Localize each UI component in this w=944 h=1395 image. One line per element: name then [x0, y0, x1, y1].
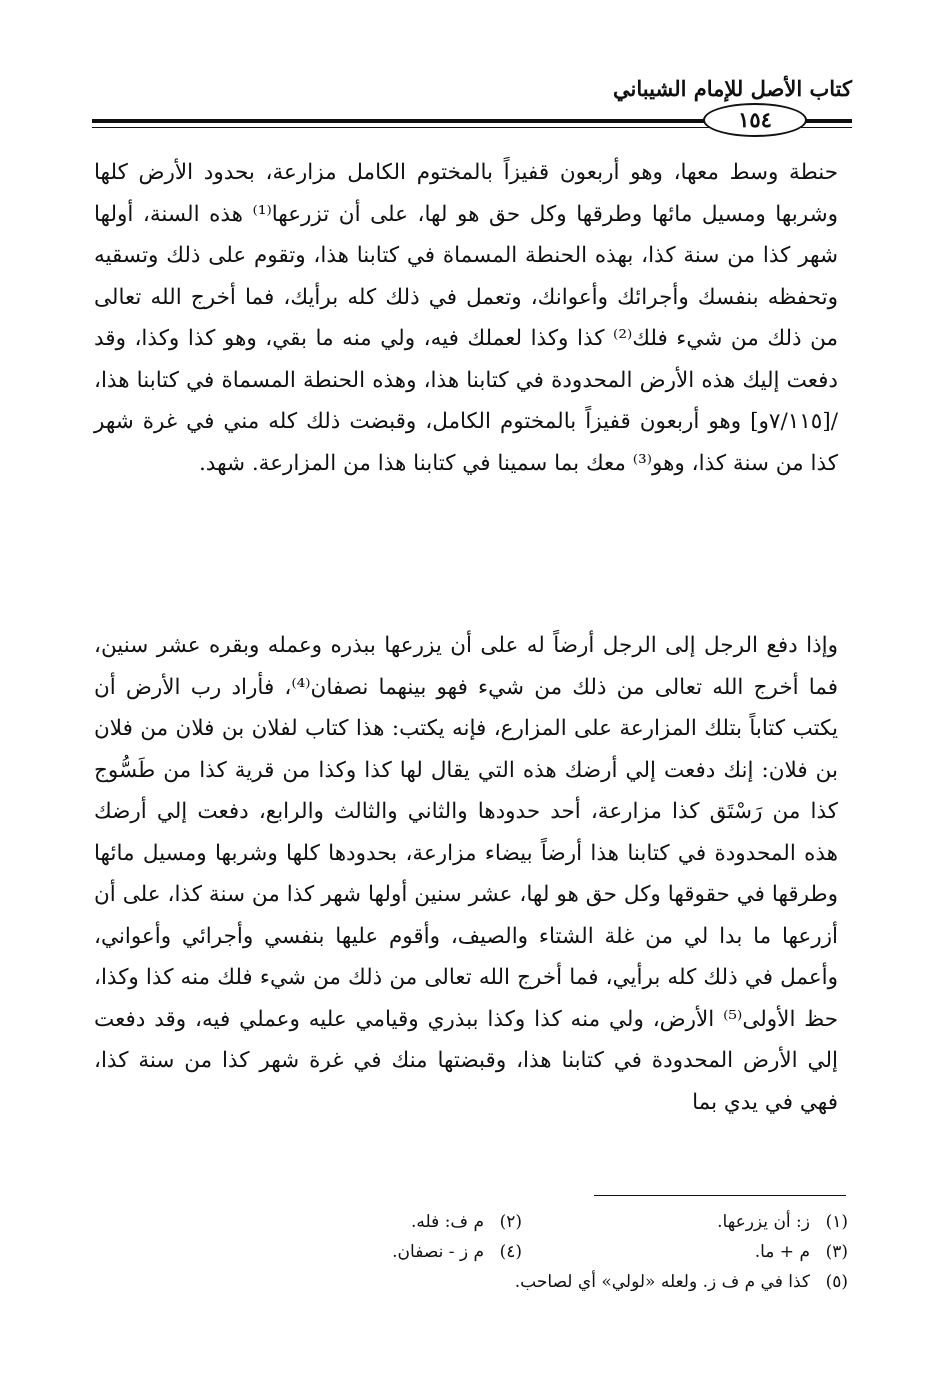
- footnote-text: ز: أن يزرعها.: [717, 1212, 810, 1232]
- footnote-row: [88, 1267, 848, 1297]
- running-title: كتاب الأصل للإمام الشيباني: [613, 76, 852, 101]
- footnote-number: (٤): [499, 1242, 522, 1262]
- footnote-number: (٣): [825, 1242, 848, 1262]
- footnote-text: م ف: فله.: [411, 1212, 484, 1232]
- footnote-text: م ز - نصفان.: [392, 1242, 484, 1262]
- footnote-row: [88, 1237, 848, 1267]
- footnote-separator: [594, 1195, 846, 1196]
- footnote-1: [717, 1207, 848, 1237]
- footnote-2: [411, 1207, 522, 1237]
- footnote-number: (٥): [825, 1272, 848, 1292]
- footnote-text: كذا في م ف ز. ولعله «لولي» أي لصاحب.: [514, 1272, 810, 1292]
- footnote-number: (٢): [499, 1212, 522, 1232]
- footnote-5: [515, 1267, 848, 1297]
- paragraph-text: وإذا دفع الرجل إلى الرجل أرضاً له على أن يزرعها ببذره وعمله وبقره عشر سنين، فما أخرج الله تعالى من ذلك من شيء فهو بينهما نصفان⁽⁴⁾، فأراد رب الأرض أن يكتب كتاباً بتلك المزارعة على المزارع، فإنه يكتب: هذا كتاب لفلان بن فلان من فلان بن فلان: إنك دفعت إلي أرضك هذه التي يقال لها كذا وكذا من قرية كذا من طَسُّوج كذا من رَسْتَق كذا مزارعة، أحد حدودها والثاني والثالث والرابع، دفعت إلي أرضك هذه المحدودة في كتابنا هذا أرضاً بيضاء مزارعة، بحدودها كلها وشربها ومسيل مائها وطرقها في حقوقها وكل حق هو لها، عشر سنين أولها شهر كذا من سنة كذا، على أن أزرعها ما بدا لي من غلة الشتاء والصيف، وأقوم عليها بنفسي وأجرائي وأعواني، وأعمل في ذلك كله برأيي، فما أخرج الله تعالى من ذلك من شيء فلك منه كذا وكذا، حظ الأولى⁽⁵⁾ الأرض، ولي منه كذا وكذا ببذري وقيامي عليه وعملي فيه، وقد دفعت إلي الأرض المحدودة في كتابنا هذا، وقبضتها منك في غرة شهر كذا من سنة كذا، فهي في يدي بما: [94, 633, 838, 1115]
- page-number: ١٥٤: [703, 103, 807, 137]
- footnote-number: (١): [825, 1212, 848, 1232]
- body-paragraph-2: [94, 625, 838, 1123]
- footnote-3: [755, 1237, 848, 1267]
- footnotes: [88, 1207, 848, 1297]
- body-paragraph-1: [94, 152, 838, 484]
- footnote-4: [392, 1237, 522, 1267]
- footnote-row: [88, 1207, 848, 1237]
- footnote-text: م + ما.: [754, 1242, 810, 1262]
- paragraph-text: حنطة وسط معها، وهو أربعون قفيزاً بالمختوم الكامل مزارعة، بحدود الأرض كلها وشربها ومسيل مائها وطرقها وكل حق هو لها، على أن تزرعها⁽¹⁾ هذه السنة، أولها شهر كذا من سنة كذا، بهذه الحنطة المسماة في كتابنا هذا، وتقوم على ذلك وتسقيه وتحفظه بنفسك وأجرائك وأعوانك، وتعمل في ذلك كله برأيك، فما أخرج الله تعالى من ذلك من شيء فلك⁽²⁾ كذا وكذا لعملك فيه، ولي منه ما بقي، وهو كذا وكذا، وقد دفعت إليك هذه الأرض المحدودة في كتابنا هذا، وهذه الحنطة المسماة في كتابنا هذا، /[٧/١١٥و] وهو أربعون قفيزاً بالمختوم الكامل، وقبضت ذلك كله مني في غرة شهر كذا من سنة كذا، وهو⁽³⁾ معك بما سمينا في كتابنا هذا من المزارعة. شهد.: [94, 160, 838, 476]
